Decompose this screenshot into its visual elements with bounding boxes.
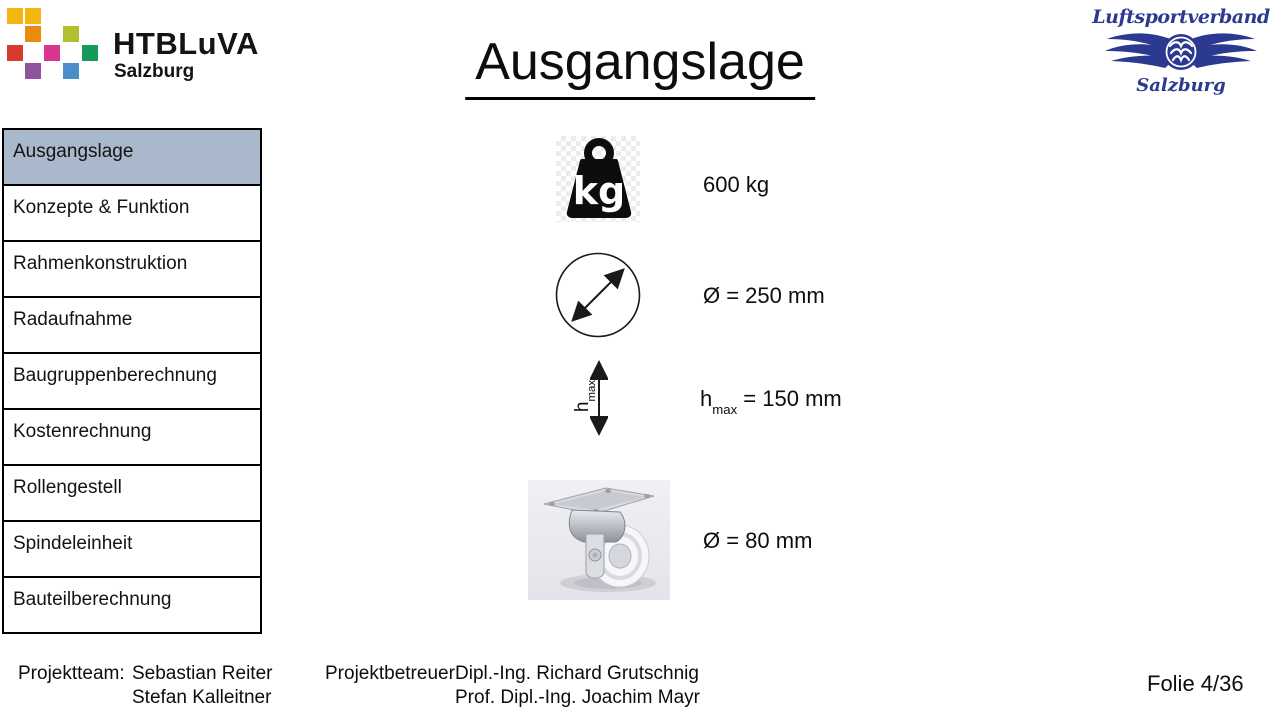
sidebar-item-rollengestell[interactable]: Rollengestell [4,466,260,522]
weight-kg-icon [556,136,640,222]
mosaic-square [7,8,23,24]
supervisor: Prof. Dipl.-Ing. Joachim Mayr [455,687,700,708]
htbluva-mosaic-icon [6,8,106,84]
height-arrow-label [572,362,599,430]
mosaic-square [44,45,60,61]
lsv-wings-icon [1101,29,1261,75]
sidebar-item-radaufnahme[interactable]: Radaufnahme [4,298,260,354]
height-max-value [700,386,842,418]
sidebar-item-bauteilberechnung[interactable]: Bauteilberechnung [13,589,172,610]
club-logo-bottom-text: Salzburg [1136,75,1226,96]
caster-wheel-image [528,480,670,600]
hmax-sub: max [712,402,738,418]
slide-number: Folie 4/36 [1147,671,1244,696]
weight-value: 600 kg [703,172,770,197]
mosaic-square [63,26,79,42]
team-member: Stefan Kalleitner [132,687,272,708]
kg-glyph: kg [572,169,626,213]
sidebar-item-ausgangslage[interactable]: Ausgangslage [4,130,260,186]
hmax-rest: = 150 mm [737,386,842,411]
height-arrow-label-sub: max [586,379,599,402]
club-logo-top-text: Luftsportverband [1092,6,1270,28]
sidebar-item-baugruppenberechnung[interactable]: Baugruppenberechnung [4,354,260,410]
mosaic-square [63,63,79,79]
hmax-base: h [700,386,713,411]
mosaic-square [25,26,41,42]
mosaic-square [82,45,98,61]
project-team-names [132,662,272,710]
sidebar-item-konzepte-funktion[interactable]: Konzepte & Funktion [4,186,260,242]
supervisor: Dipl.-Ing. Richard Grutschnig [455,663,699,684]
sidebar-item-spindeleinheit[interactable]: Spindeleinheit [4,522,260,578]
mosaic-square [25,8,41,24]
diameter-circle-icon [554,251,642,344]
project-supervisor-names [455,662,700,710]
diameter-250-value: Ø = 250 mm [703,283,825,308]
height-arrow-label-base: h [572,401,593,413]
sidebar-item-rahmenkonstruktion[interactable]: Rahmenkonstruktion [4,242,260,298]
page-title: Ausgangslage [465,32,815,100]
team-member: Sebastian Reiter [132,663,273,684]
school-logo-name: HTBLuVA [113,26,259,61]
school-logo-city: Salzburg [114,61,195,82]
club-logo [1090,6,1272,96]
sidebar-nav [2,128,262,634]
project-team-label: Projektteam: [18,663,125,684]
sidebar-item-kostenrechnung[interactable]: Kostenrechnung [4,410,260,466]
diameter-80-value: Ø = 80 mm [703,528,813,553]
mosaic-square [25,63,41,79]
project-supervisor-label: Projektbetreuer: [325,663,461,684]
mosaic-square [7,45,23,61]
